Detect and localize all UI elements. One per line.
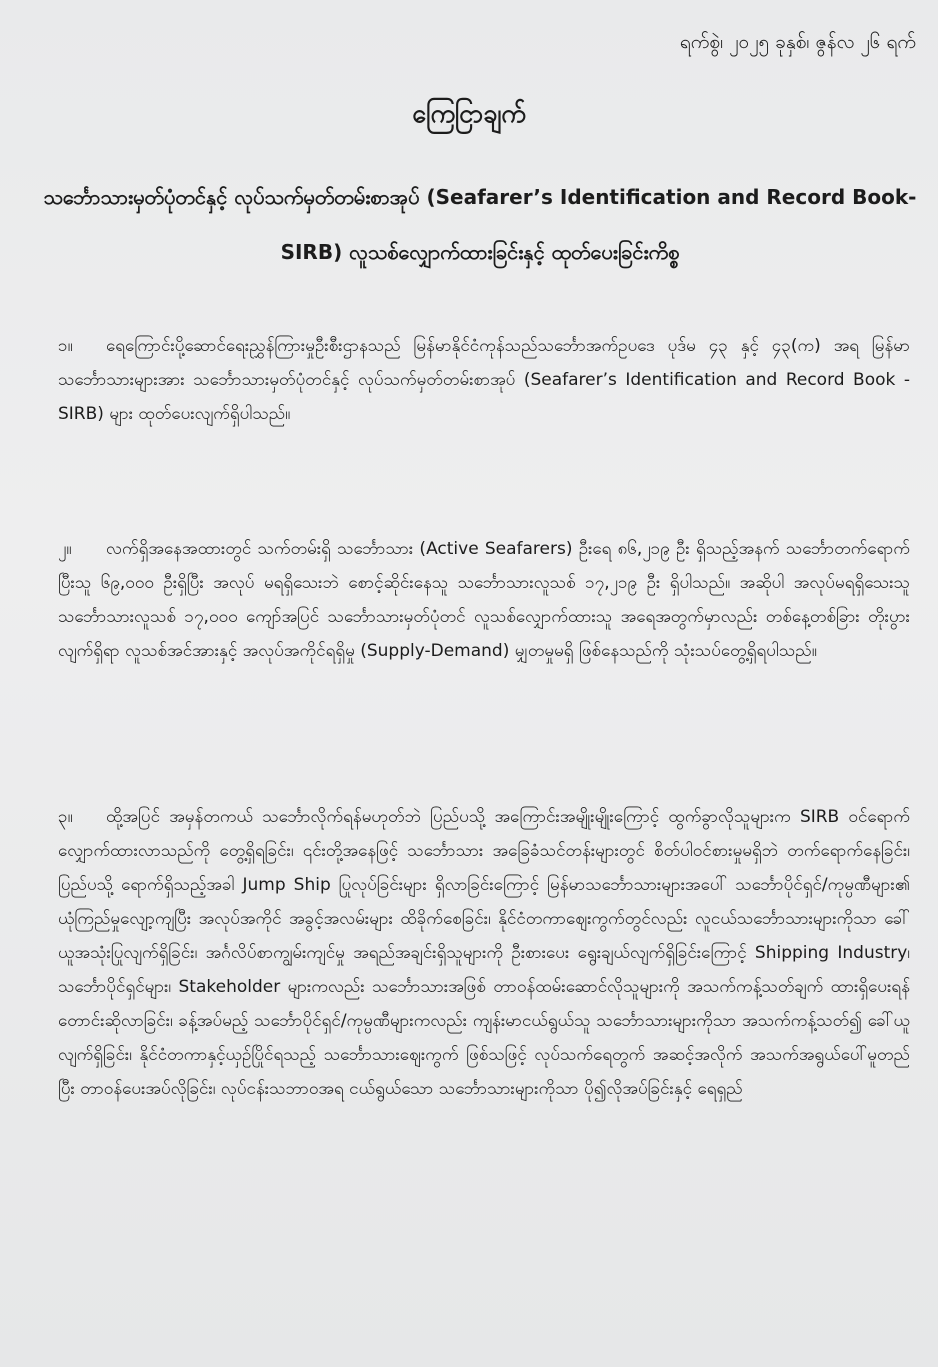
paragraph-1-number: ၁။ bbox=[58, 336, 73, 356]
paragraph-2-number: ၂။ bbox=[58, 539, 72, 559]
paragraph-3-number: ၃။ bbox=[58, 807, 73, 827]
paragraph-1 bbox=[58, 329, 910, 431]
paragraph-2 bbox=[58, 532, 910, 668]
paragraph-3 bbox=[58, 800, 910, 1106]
paragraph-2-text: လက်ရှိအနေအထားတွင် သက်တမ်းရှိ သင်္ဘောသား (Active Seafarers) ဦးရေ ၈၆,၂၁၉ ဦး ရှိသည့်အနက် သင်္ဘောတက်ရောက်ပြီးသူ ၆၉,၀၀၀ ဦးရှိပြီး အလုပ် မရရှိသေးဘဲ စောင့်ဆိုင်းနေသူ သင်္ဘောသားလူသစ် ၁၇,၂၁၉ ဦး ရှိပါသည်။ အဆိုပါ အလုပ်မရရှိသေးသူ သင်္ဘောသားလူသစ် ၁၇,၀၀၀ ကျော်အပြင် သင်္ဘောသားမှတ်ပုံတင် လူသစ်လျှောက်ထားသူ အရေအတွက်မှာလည်း တစ်နေ့တစ်ခြား တိုးပွားလျက်ရှိရာ လူသစ်အင်အားနှင့် အလုပ်အကိုင်ရရှိမှု (Supply-Demand) မျှတမှုမရှိ ဖြစ်နေသည်ကို သုံးသပ်တွေ့ရှိရပါသည်။ bbox=[58, 539, 910, 661]
notice-date: ရက်စွဲ၊ ၂၀၂၅ ခုနှစ်၊ ဇွန်လ ၂၆ ရက် bbox=[679, 31, 916, 53]
notice-subject: သင်္ဘောသားမှတ်ပုံတင်နှင့် လုပ်သက်မှတ်တမ်းစာအုပ် (Seafarer’s Identification and Record Book-SIRB) လူသစ်လျှောက်ထားခြင်းနှင့် ထုတ်ပေးခြင်းကိစ္စ bbox=[43, 185, 917, 264]
paragraph-3-text: ထို့အပြင် အမှန်တကယ် သင်္ဘောလိုက်ရန်မဟုတ်ဘဲ ပြည်ပသို့ အကြောင်းအမျိုးမျိုးကြောင့် ထွက်ခွာလိုသူများက SIRB ဝင်ရောက်လျှောက်ထားလာသည်ကို တွေ့ရှိရခြင်း၊ ၎င်းတို့အနေဖြင့် သင်္ဘောသား အခြေခံသင်တန်းများတွင် စိတ်ပါဝင်စားမှုမရှိဘဲ တက်ရောက်နေခြင်း၊ ပြည်ပသို့ ရောက်ရှိသည့်အခါ Jump Ship ပြုလုပ်ခြင်းများ ရှိလာခြင်းကြောင့် မြန်မာသင်္ဘောသားများအပေါ် သင်္ဘောပိုင်ရှင်/ကုမ္ပဏီများ၏ ယုံကြည်မှုလျော့ကျပြီး အလုပ်အကိုင် အခွင့်အလမ်းများ ထိခိုက်စေခြင်း၊ နိုင်ငံတကာဈေးကွက်တွင်လည်း လူငယ်သင်္ဘောသားများကိုသာ ခေါ်ယူအသုံးပြုလျက်ရှိခြင်း၊ အင်္ဂလိပ်စာကျွမ်းကျင်မှု အရည်အချင်းရှိသူများကို ဦးစားပေး ရွေးချယ်လျက်ရှိခြင်းကြောင့် Shipping Industry၊ သင်္ဘောပိုင်ရှင်များ၊ Stakeholder များကလည်း သင်္ဘောသားအဖြစ် တာဝန်ထမ်းဆောင်လိုသူများကို အသက်ကန့်သတ်ချက် ထားရှိပေးရန် တောင်းဆိုလာခြင်း၊ ခန့်အပ်မည့် သင်္ဘောပိုင်ရှင်/ကုမ္ပဏီများကလည်း ကျန်းမာငယ်ရွယ်သူ သင်္ဘောသားများကိုသာ အသက်ကန့်သတ်၍ ခေါ်ယူလျက်ရှိခြင်း၊ နိုင်ငံတကာနှင့်ယှဉ်ပြိုင်ရသည့် သင်္ဘောသားဈေးကွက် ဖြစ်သဖြင့် လုပ်သက်ရေတွက် အဆင့်အလိုက် အသက်အရွယ်ပေါ်မူတည်ပြီး တာဝန်ပေးအပ်လိုခြင်း၊ လုပ်ငန်းသဘာဝအရ ငယ်ရွယ်သော သင်္ဘောသားများကိုသာ ပို၍လိုအပ်ခြင်းနှင့် ရေရှည် bbox=[58, 807, 910, 1099]
notice-heading: ကြေငြာချက် bbox=[412, 99, 526, 128]
paragraph-1-text: ရေကြောင်းပို့ဆောင်ရေးညွှန်ကြားမှုဦးစီးဌာနသည် မြန်မာနိုင်ငံကုန်သည်သင်္ဘောအက်ဥပဒေ ပုဒ်မ ၄၃ နှင့် ၄၃(က) အရ မြန်မာသင်္ဘောသားများအား သင်္ဘောသားမှတ်ပုံတင်နှင့် လုပ်သက်မှတ်တမ်းစာအုပ် (Seafarer’s Identification and Record Book - SIRB) များ ထုတ်ပေးလျက်ရှိပါသည်။ bbox=[58, 336, 910, 424]
